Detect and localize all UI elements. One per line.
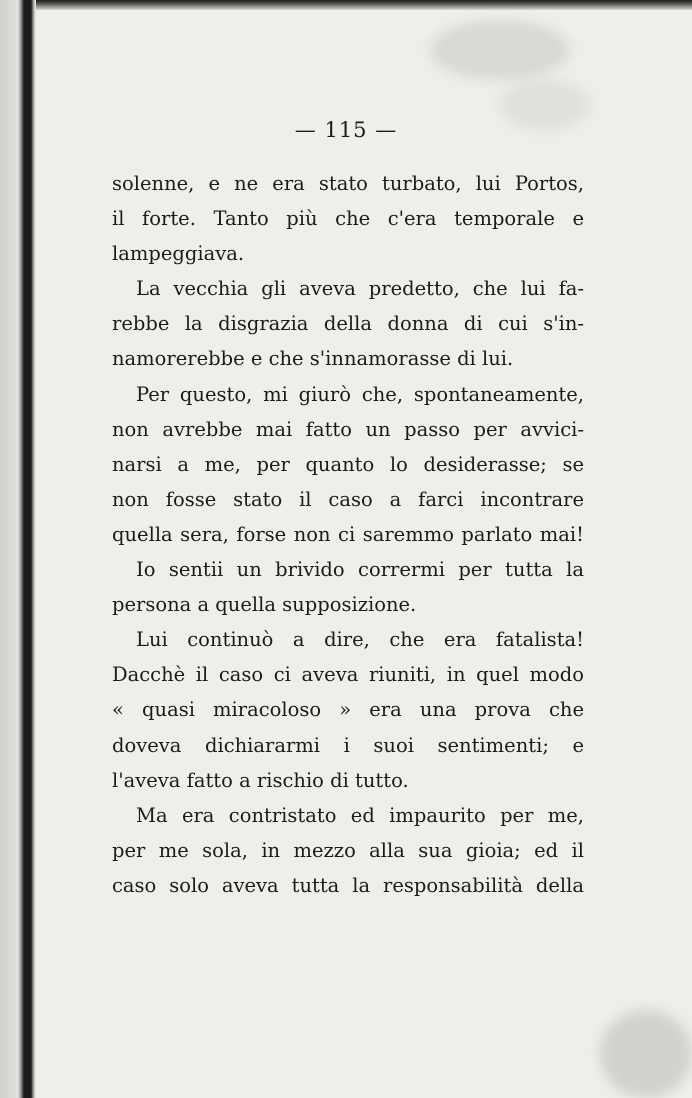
- body-text: [112, 166, 584, 903]
- text-line: persona a quella supposizione.: [112, 593, 417, 617]
- text-line: Dacchè il caso ci aveva riuniti, in quel modo: [112, 663, 584, 687]
- book-gutter: [0, 0, 36, 1098]
- text-line: solenne, e ne era stato turbato, lui Portos,: [112, 172, 584, 195]
- text-line: lampeggiava.: [112, 242, 245, 266]
- text-line: namorerebbe e che s'innamorasse di lui.: [112, 347, 514, 371]
- text-line: Ma era contristato ed impaurito per me,: [136, 803, 584, 827]
- text-line: Io sentii un brivido corrermi per tutta la: [136, 558, 584, 582]
- page-top-edge: [0, 0, 692, 10]
- page-number: — 115 —: [294, 118, 398, 142]
- paper-stain: [600, 1010, 692, 1098]
- text-line: « quasi miracoloso » era una prova che: [112, 698, 584, 722]
- paper-stain: [430, 20, 570, 80]
- text-line: non fosse stato il caso a farci incontrare: [112, 487, 584, 511]
- text-line: non avrebbe mai fatto un passo per avvici-: [112, 417, 584, 441]
- text-line: Per questo, mi giurò che, spontaneamente,: [136, 382, 584, 406]
- text-line: Lui continuò a dire, che era fatalista!: [136, 628, 584, 652]
- text-line: il forte. Tanto più che c'era temporale e: [112, 207, 584, 231]
- text-line: caso solo aveva tutta la responsabilità della: [112, 873, 584, 897]
- text-line: per me sola, in mezzo alla sua gioia; ed il: [112, 838, 584, 862]
- text-line: La vecchia gli aveva predetto, che lui fa-: [136, 277, 584, 301]
- text-line: rebbe la disgrazia della donna di cui s'in-: [112, 312, 584, 336]
- text-line: l'aveva fatto a rischio di tutto.: [112, 768, 409, 792]
- text-line: doveva dichiararmi i suoi sentimenti; e: [112, 733, 584, 757]
- text-line: quella sera, forse non ci saremmo parlato mai!: [112, 522, 584, 546]
- text-line: narsi a me, per quanto lo desiderasse; se: [112, 452, 584, 476]
